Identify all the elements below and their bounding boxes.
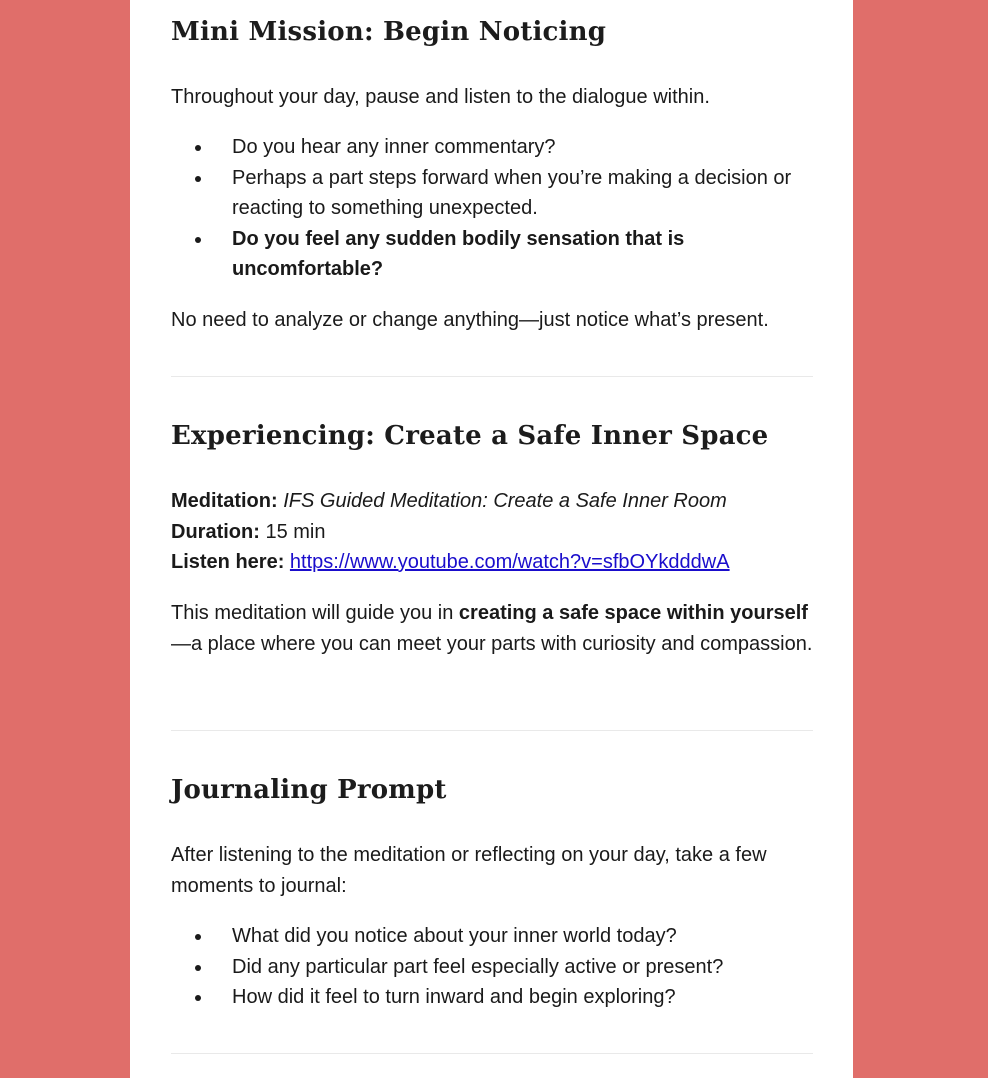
meditation-details — [171, 486, 813, 578]
content-card — [130, 0, 853, 1078]
mini-mission-outro: No need to analyze or change anything—just notice what’s present. — [171, 309, 769, 331]
mini-mission-heading: Mini Mission: Begin Noticing — [171, 17, 607, 47]
meditation-description — [171, 598, 813, 659]
description-text-end: —a place where you can meet your parts with curiosity and compassion. — [171, 632, 813, 655]
meditation-label: Meditation: — [171, 490, 278, 512]
listen-label: Listen here: — [171, 551, 285, 573]
list-item: Did any particular part feel especially active or present? — [171, 952, 813, 983]
list-item: How did it feel to turn inward and begin exploring? — [171, 982, 813, 1013]
description-text-start: This meditation will guide you in — [171, 602, 459, 624]
journaling-intro: After listening to the meditation or reflecting on your day, take a few moments to journal: — [171, 844, 767, 897]
duration-line — [171, 517, 813, 548]
section-divider — [171, 730, 813, 731]
list-item: Perhaps a part steps forward when you’re making a decision or reacting to something unexpected. — [171, 163, 813, 224]
meditation-line — [171, 486, 813, 517]
youtube-link[interactable]: https://www.youtube.com/watch?v=sfbOYkdddwA — [289, 551, 730, 573]
duration-label: Duration: — [171, 520, 260, 543]
meditation-title: IFS Guided Meditation: Create a Safe Inner Room — [283, 490, 727, 512]
journaling-heading: Journaling Prompt — [171, 775, 447, 805]
mini-mission-intro: Throughout your day, pause and listen to the dialogue within. — [171, 86, 710, 108]
journaling-list — [171, 921, 813, 1013]
section-divider — [171, 376, 813, 377]
section-divider — [171, 1053, 813, 1054]
list-item: What did you notice about your inner world today? — [171, 921, 813, 952]
list-item: Do you hear any inner commentary? — [171, 132, 813, 163]
duration-value: 15 min — [265, 520, 326, 543]
mini-mission-list — [171, 132, 813, 285]
description-emphasis: creating a safe space within yourself — [458, 602, 808, 624]
listen-line — [171, 547, 813, 578]
list-item: Do you feel any sudden bodily sensation that is uncomfortable? — [171, 224, 813, 285]
experiencing-heading: Experiencing: Create a Safe Inner Space — [171, 421, 769, 451]
